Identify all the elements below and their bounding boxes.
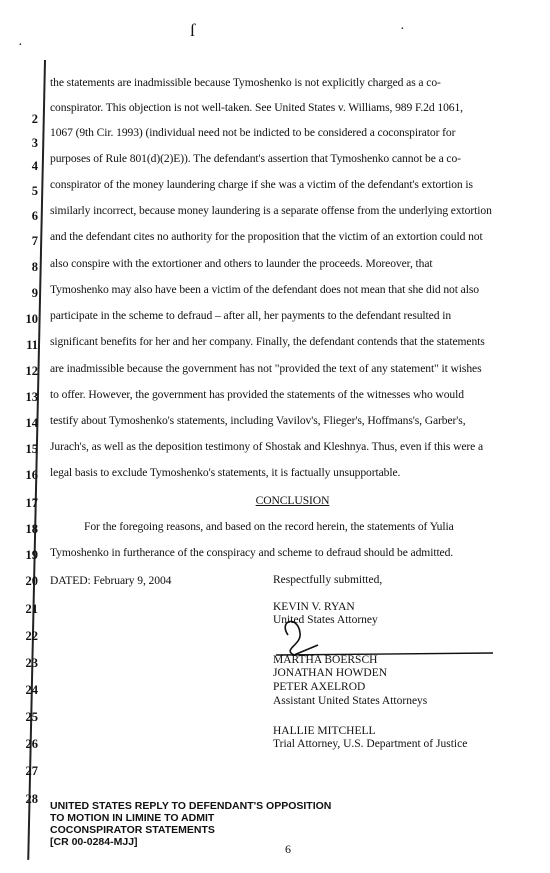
signatory-name: PETER AXELROD bbox=[273, 681, 366, 693]
line-number: 23 bbox=[25, 656, 38, 670]
line-number: 11 bbox=[26, 338, 38, 352]
line-number: 20 bbox=[25, 574, 38, 588]
line-number: 18 bbox=[25, 522, 38, 536]
body-line: to offer. However, the government has provided the statements of the witnesses who would bbox=[50, 388, 464, 401]
body-line: and the defendant cites no authority for the proposition that the victim of an extortion could not bbox=[50, 230, 483, 243]
footer-line: COCONSPIRATOR STATEMENTS bbox=[50, 824, 215, 836]
conclusion-line: Tymoshenko in furtherance of the conspiracy and scheme to defraud should be admitted. bbox=[50, 546, 454, 559]
line-number: 27 bbox=[25, 764, 38, 778]
signatory-name: KEVIN V. RYAN bbox=[273, 601, 355, 613]
scan-mark: · bbox=[18, 38, 23, 53]
body-line: conspirator of the money laundering charge if she was a victim of the defendant's extortion is bbox=[50, 178, 473, 191]
line-number: 15 bbox=[25, 442, 38, 456]
line-number: 12 bbox=[25, 364, 38, 378]
footer-line: UNITED STATES REPLY TO DEFENDANT'S OPPOSITION bbox=[50, 800, 332, 812]
body-line: Tymoshenko may also have been a victim of the defendant does not mean that she did not also bbox=[50, 283, 479, 296]
body-line: are inadmissible because the government has not "provided the text of any statement" it wishes bbox=[50, 362, 482, 375]
line-number: 3 bbox=[31, 136, 38, 150]
signatory-title: Trial Attorney, U.S. Department of Justice bbox=[273, 738, 468, 750]
body-line: participate in the scheme to defraud – after all, her payments to the defendant resulted in bbox=[50, 309, 452, 322]
line-number: 13 bbox=[25, 390, 38, 404]
footer-line: [CR 00-0284-MJJ] bbox=[50, 836, 138, 848]
footer-caption bbox=[50, 800, 331, 848]
line-number: 10 bbox=[25, 312, 38, 326]
body-line: Jurach's, as well as the deposition testimony of Shostak and Kleshnya. Thus, even if this were a bbox=[50, 440, 484, 453]
respectfully-submitted: Respectfully submitted, bbox=[273, 574, 383, 586]
body-line: also conspire with the extortioner and others to launder the proceeds. Moreover, that bbox=[50, 257, 433, 270]
line-number: 7 bbox=[31, 234, 38, 248]
signatory-name: MARTHA BOERSCH bbox=[273, 654, 378, 666]
line-number: 9 bbox=[31, 286, 38, 300]
body-line: similarly incorrect, because money laundering is a separate offense from the underlying extortion bbox=[50, 204, 492, 217]
body-line: significant benefits for her and her company. Finally, the defendant contends that the statements bbox=[50, 335, 485, 348]
line-number: 4 bbox=[31, 159, 38, 173]
body-line: the statements are inadmissible because Tymoshenko is not explicitly charged as a co- bbox=[50, 76, 441, 89]
conclusion-heading: CONCLUSION bbox=[255, 494, 330, 507]
body-line: conspirator. This objection is not well-taken. See United States v. Williams, 989 F.2d 1061, bbox=[50, 101, 463, 114]
line-number: 25 bbox=[25, 710, 38, 724]
line-number: 5 bbox=[31, 184, 38, 198]
body-line: 1067 (9th Cir. 1993) (individual need not be indicted to be considered a coconspirator for bbox=[50, 126, 456, 139]
scan-mark: ſ bbox=[190, 20, 196, 40]
signatory-name: JONATHAN HOWDEN bbox=[273, 667, 388, 679]
date-line: DATED: February 9, 2004 bbox=[50, 574, 172, 587]
line-number: 14 bbox=[25, 416, 38, 430]
line-number: 24 bbox=[25, 683, 38, 697]
line-number: 26 bbox=[25, 737, 38, 751]
line-number: 22 bbox=[25, 629, 38, 643]
line-number: 6 bbox=[31, 209, 38, 223]
line-number: 16 bbox=[25, 468, 38, 482]
line-number: 21 bbox=[25, 602, 38, 616]
line-number: 19 bbox=[25, 548, 38, 562]
footer-line: TO MOTION IN LIMINE TO ADMIT bbox=[50, 812, 215, 824]
signatory-title: Assistant United States Attorneys bbox=[273, 695, 428, 707]
scan-mark: · bbox=[400, 22, 405, 37]
body-line: legal basis to exclude Tymoshenko's statements, it is factually unsupportable. bbox=[50, 466, 401, 479]
body-line: purposes of Rule 801(d)(2)E)). The defendant's assertion that Tymoshenko cannot be a co- bbox=[50, 152, 461, 165]
signatory-name: HALLIE MITCHELL bbox=[273, 725, 376, 737]
line-number: 8 bbox=[31, 260, 38, 274]
line-number: 28 bbox=[25, 792, 38, 806]
body-line: testify about Tymoshenko's statements, including Vavilov's, Flieger's, Hoffmans's, Garber's, bbox=[50, 414, 466, 427]
line-number: 2 bbox=[31, 112, 38, 126]
page-number: 6 bbox=[285, 842, 291, 856]
signatory-title: United States Attorney bbox=[273, 614, 378, 626]
conclusion-line: For the foregoing reasons, and based on the record herein, the statements of Yulia bbox=[84, 520, 454, 533]
line-number: 17 bbox=[25, 496, 38, 510]
